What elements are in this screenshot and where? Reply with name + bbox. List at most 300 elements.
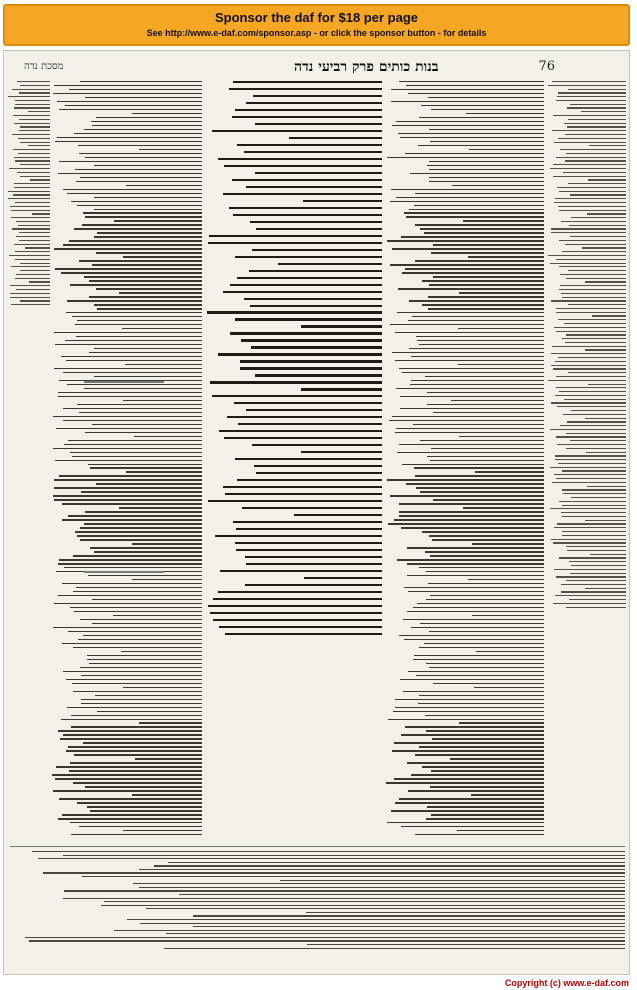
text-line: [411, 356, 544, 357]
text-line: [242, 507, 382, 509]
text-line: [63, 372, 202, 373]
text-line: [85, 786, 202, 787]
text-line: [84, 129, 202, 130]
text-line: [556, 387, 626, 388]
text-line: [475, 471, 544, 472]
text-line: [566, 278, 626, 279]
text-line: [553, 115, 626, 116]
text-line: [425, 376, 544, 377]
text-line: [80, 81, 202, 82]
text-line: [70, 822, 202, 823]
text-line: [419, 344, 544, 345]
text-line: [303, 200, 382, 202]
text-line: [225, 633, 382, 635]
text-line: [246, 102, 382, 104]
text-line: [392, 248, 544, 249]
text-line: [551, 300, 626, 301]
text-line: [84, 523, 202, 524]
text-line: [84, 276, 202, 277]
text-line: [567, 421, 626, 422]
text-line: [556, 436, 626, 437]
text-line: [30, 179, 50, 180]
text-line: [550, 263, 626, 264]
text-line: [399, 81, 544, 82]
text-line: [562, 516, 626, 517]
text-line: [179, 894, 625, 895]
text-line: [422, 280, 544, 281]
text-line: [415, 754, 544, 755]
text-line: [255, 123, 382, 125]
text-line: [391, 189, 544, 190]
text-line: [246, 563, 382, 565]
text-line: [553, 542, 626, 543]
text-line: [558, 92, 626, 93]
text-line: [417, 603, 544, 604]
text-line: [559, 289, 626, 290]
text-line: [123, 256, 202, 257]
text-line: [14, 123, 50, 124]
text-line: [63, 734, 202, 735]
text-line: [407, 563, 544, 564]
text-line: [218, 353, 382, 355]
text-line: [10, 297, 50, 298]
text-line: [399, 635, 544, 636]
text-line: [413, 424, 544, 425]
text-line: [403, 619, 544, 620]
text-line: [237, 479, 382, 481]
text-line: [9, 255, 50, 256]
gemara-main-text: [206, 81, 382, 641]
text-line: [11, 304, 50, 305]
text-line: [556, 157, 626, 158]
text-line: [388, 719, 544, 720]
text-line: [244, 151, 382, 153]
text-line: [13, 115, 50, 116]
text-line: [415, 834, 544, 835]
text-line: [555, 459, 626, 460]
text-line: [425, 715, 544, 716]
text-line: [54, 603, 202, 604]
gemara-text: [206, 81, 382, 635]
text-line: [424, 232, 544, 233]
text-line: [233, 214, 382, 216]
text-line: [556, 312, 626, 313]
text-line: [429, 535, 544, 536]
text-line: [71, 201, 202, 202]
text-line: [218, 591, 382, 593]
text-line: [20, 142, 50, 143]
text-line: [68, 515, 202, 516]
text-line: [392, 352, 544, 353]
text-line: [586, 452, 626, 453]
text-line: [432, 738, 544, 739]
text-line: [74, 754, 202, 755]
text-line: [404, 587, 544, 588]
text-line: [567, 550, 626, 551]
text-line: [411, 627, 544, 628]
text-line: [132, 543, 202, 544]
text-line: [399, 503, 544, 504]
text-line: [77, 205, 202, 206]
text-line: [433, 683, 545, 684]
text-line: [77, 404, 202, 405]
text-line: [77, 320, 203, 321]
text-line: [237, 144, 382, 146]
text-line: [53, 790, 202, 791]
text-line: [14, 244, 50, 245]
text-line: [20, 85, 50, 86]
text-line: [392, 750, 544, 751]
text-line: [469, 149, 544, 150]
text-line: [566, 433, 626, 434]
text-line: [252, 444, 382, 446]
text-line: [397, 452, 544, 453]
text-line: [52, 774, 202, 775]
text-line: [565, 342, 626, 343]
text-line: [122, 328, 202, 329]
text-line: [431, 448, 544, 449]
text-line: [54, 479, 202, 480]
text-line: [28, 111, 50, 112]
text-line: [569, 225, 626, 226]
text-line: [15, 202, 50, 203]
text-line: [80, 667, 202, 668]
text-line: [244, 298, 382, 300]
text-line: [559, 391, 626, 392]
text-line: [554, 202, 626, 203]
text-line: [553, 164, 626, 165]
text-line: [433, 276, 544, 277]
text-line: [255, 374, 382, 376]
text-line: [581, 111, 626, 112]
text-line: [18, 138, 50, 139]
text-line: [428, 583, 544, 584]
text-line: [94, 348, 202, 349]
text-line: [8, 96, 50, 97]
text-line: [209, 235, 382, 237]
text-line: [459, 292, 544, 293]
text-line: [554, 327, 626, 328]
text-line: [69, 770, 202, 771]
text-line: [566, 334, 626, 335]
text-line: [427, 404, 544, 405]
text-line: [32, 213, 50, 214]
text-line: [568, 270, 626, 271]
text-line: [428, 97, 544, 98]
text-line: [429, 177, 544, 178]
text-line: [552, 346, 626, 347]
text-line: [235, 542, 382, 544]
text-line: [565, 134, 626, 135]
text-line: [425, 551, 544, 552]
text-line: [582, 247, 626, 248]
text-line: [394, 742, 544, 743]
text-line: [548, 380, 626, 381]
text-line: [246, 409, 382, 411]
text-line: [402, 464, 544, 465]
text-line: [13, 194, 50, 195]
text-line: [16, 274, 50, 275]
text-line: [561, 293, 626, 294]
text-line: [10, 285, 50, 286]
bottom-footnotes: [10, 851, 625, 961]
text-line: [123, 687, 202, 688]
text-line: [223, 193, 382, 195]
text-line: [77, 535, 202, 536]
text-line: [29, 940, 625, 941]
text-line: [55, 344, 202, 345]
text-line: [413, 607, 544, 608]
text-line: [235, 318, 382, 320]
text-line: [556, 259, 626, 260]
text-line: [68, 440, 202, 441]
text-line: [67, 300, 202, 301]
text-line: [80, 539, 202, 540]
text-line: [558, 206, 626, 207]
text-line: [19, 240, 50, 241]
text-line: [75, 324, 202, 325]
section-divider: [84, 571, 164, 573]
text-line: [415, 193, 544, 194]
text-line: [20, 263, 50, 264]
text-line: [94, 376, 202, 377]
text-line: [78, 145, 202, 146]
text-line: [210, 612, 382, 614]
text-line: [471, 794, 544, 795]
sponsor-banner[interactable]: [3, 4, 630, 46]
text-line: [213, 598, 382, 600]
text-line: [468, 256, 544, 257]
text-line: [422, 766, 544, 767]
text-line: [74, 611, 202, 612]
text-line: [420, 228, 544, 229]
text-line: [20, 176, 50, 177]
text-line: [417, 340, 544, 341]
text-line: [570, 573, 626, 574]
text-line: [427, 165, 545, 166]
text-line: [404, 212, 544, 213]
text-line: [230, 284, 382, 286]
text-line: [553, 176, 626, 177]
text-line: [101, 905, 625, 906]
text-line: [558, 319, 626, 320]
text-line: [18, 153, 50, 154]
text-line: [395, 360, 544, 361]
text-line: [127, 919, 625, 920]
text-line: [126, 471, 202, 472]
text-line: [427, 456, 544, 457]
text-line: [18, 225, 50, 226]
text-line: [401, 236, 544, 237]
text-line: [255, 172, 382, 174]
text-line: [61, 356, 202, 357]
text-line: [76, 587, 202, 588]
text-line: [56, 428, 202, 429]
text-line: [193, 915, 625, 916]
text-line: [557, 187, 626, 188]
text-line: [571, 497, 626, 498]
text-line: [55, 460, 202, 461]
text-line: [256, 228, 382, 230]
text-line: [408, 790, 544, 791]
text-line: [73, 555, 202, 556]
text-line: [396, 388, 544, 389]
text-line: [552, 482, 626, 483]
text-line: [289, 137, 382, 139]
text-line: [409, 348, 544, 349]
text-line: [81, 491, 202, 492]
text-line: [399, 515, 544, 516]
text-line: [104, 901, 625, 902]
text-line: [560, 425, 626, 426]
text-line: [585, 418, 626, 419]
text-line: [249, 270, 382, 272]
text-line: [236, 549, 382, 551]
text-line: [11, 266, 50, 267]
text-line: [459, 436, 544, 437]
text-line: [87, 806, 203, 807]
text-line: [400, 137, 544, 138]
text-line: [426, 730, 544, 731]
text-line: [559, 557, 626, 558]
text-line: [414, 205, 544, 206]
text-line: [58, 818, 202, 819]
text-line: [123, 830, 202, 831]
text-line: [564, 323, 626, 324]
text-line: [89, 352, 202, 353]
text-line: [113, 615, 202, 616]
text-line: [250, 305, 382, 307]
text-line: [568, 183, 626, 184]
text-line: [452, 185, 544, 186]
text-line: [403, 691, 544, 692]
text-line: [566, 607, 626, 608]
text-line: [401, 826, 544, 827]
text-line: [70, 452, 202, 453]
text-line: [407, 762, 544, 763]
text-line: [97, 308, 202, 309]
text-line: [556, 308, 626, 309]
text-line: [429, 667, 544, 668]
text-line: [17, 81, 50, 82]
text-line: [75, 169, 202, 170]
text-line: [414, 655, 544, 656]
text-line: [412, 316, 544, 317]
text-line: [164, 948, 625, 949]
text-line: [395, 802, 544, 803]
text-line: [15, 104, 50, 105]
text-line: [407, 575, 544, 576]
text-line: [229, 207, 382, 209]
text-line: [408, 320, 544, 321]
text-line: [63, 408, 202, 409]
text-line: [561, 221, 626, 222]
text-line: [395, 699, 544, 700]
text-line: [557, 96, 626, 97]
text-line: [97, 232, 202, 233]
text-line: [415, 260, 544, 261]
footnote-text: [10, 851, 625, 949]
text-line: [63, 244, 202, 245]
text-line: [568, 89, 626, 90]
text-line: [58, 396, 202, 397]
text-line: [92, 125, 202, 126]
text-line: [406, 85, 544, 86]
text-line: [73, 647, 202, 648]
text-line: [92, 264, 202, 265]
text-line: [550, 508, 626, 509]
text-line: [560, 274, 626, 275]
text-line: [119, 292, 202, 293]
text-line: [79, 412, 202, 413]
text-line: [416, 487, 544, 488]
text-line: [426, 663, 544, 664]
text-line: [229, 88, 382, 90]
text-line: [409, 300, 544, 301]
text-line: [397, 312, 544, 313]
text-line: [235, 256, 382, 258]
text-line: [429, 161, 544, 162]
text-line: [80, 527, 202, 528]
text-line: [10, 206, 50, 207]
text-line: [62, 583, 202, 584]
text-line: [119, 507, 202, 508]
text-line: [94, 236, 202, 237]
text-line: [429, 284, 544, 285]
text-line: [208, 242, 382, 244]
text-line: [69, 240, 202, 241]
text-line: [65, 340, 202, 341]
text-line: [278, 263, 382, 265]
text-line: [386, 782, 544, 783]
text-line: [458, 364, 544, 365]
text-line: [304, 577, 382, 579]
text-line: [570, 194, 626, 195]
text-line: [246, 186, 382, 188]
text-line: [396, 428, 544, 429]
text-line: [568, 119, 626, 120]
text-line: [419, 746, 544, 747]
text-line: [250, 221, 383, 223]
text-line: [19, 119, 50, 120]
text-line: [19, 232, 50, 233]
text-line: [392, 416, 544, 417]
text-line: [85, 216, 202, 217]
text-line: [557, 406, 626, 407]
text-line: [253, 95, 382, 97]
text-line: [9, 168, 50, 169]
text-line: [396, 121, 544, 122]
text-line: [43, 872, 625, 873]
text-line: [64, 890, 625, 891]
text-line: [61, 719, 202, 720]
text-line: [132, 579, 202, 580]
text-line: [559, 210, 626, 211]
text-line: [450, 758, 544, 759]
text-line: [416, 336, 544, 337]
text-line: [414, 467, 544, 468]
text-line: [401, 734, 544, 735]
text-line: [210, 381, 382, 383]
text-line: [408, 591, 544, 592]
left-margin-notes: [8, 81, 50, 841]
text-line: [560, 285, 626, 286]
text-line: [404, 639, 544, 640]
text-line: [97, 711, 202, 712]
text-line: [59, 559, 202, 560]
text-line: [63, 420, 202, 421]
text-line: [16, 236, 50, 237]
